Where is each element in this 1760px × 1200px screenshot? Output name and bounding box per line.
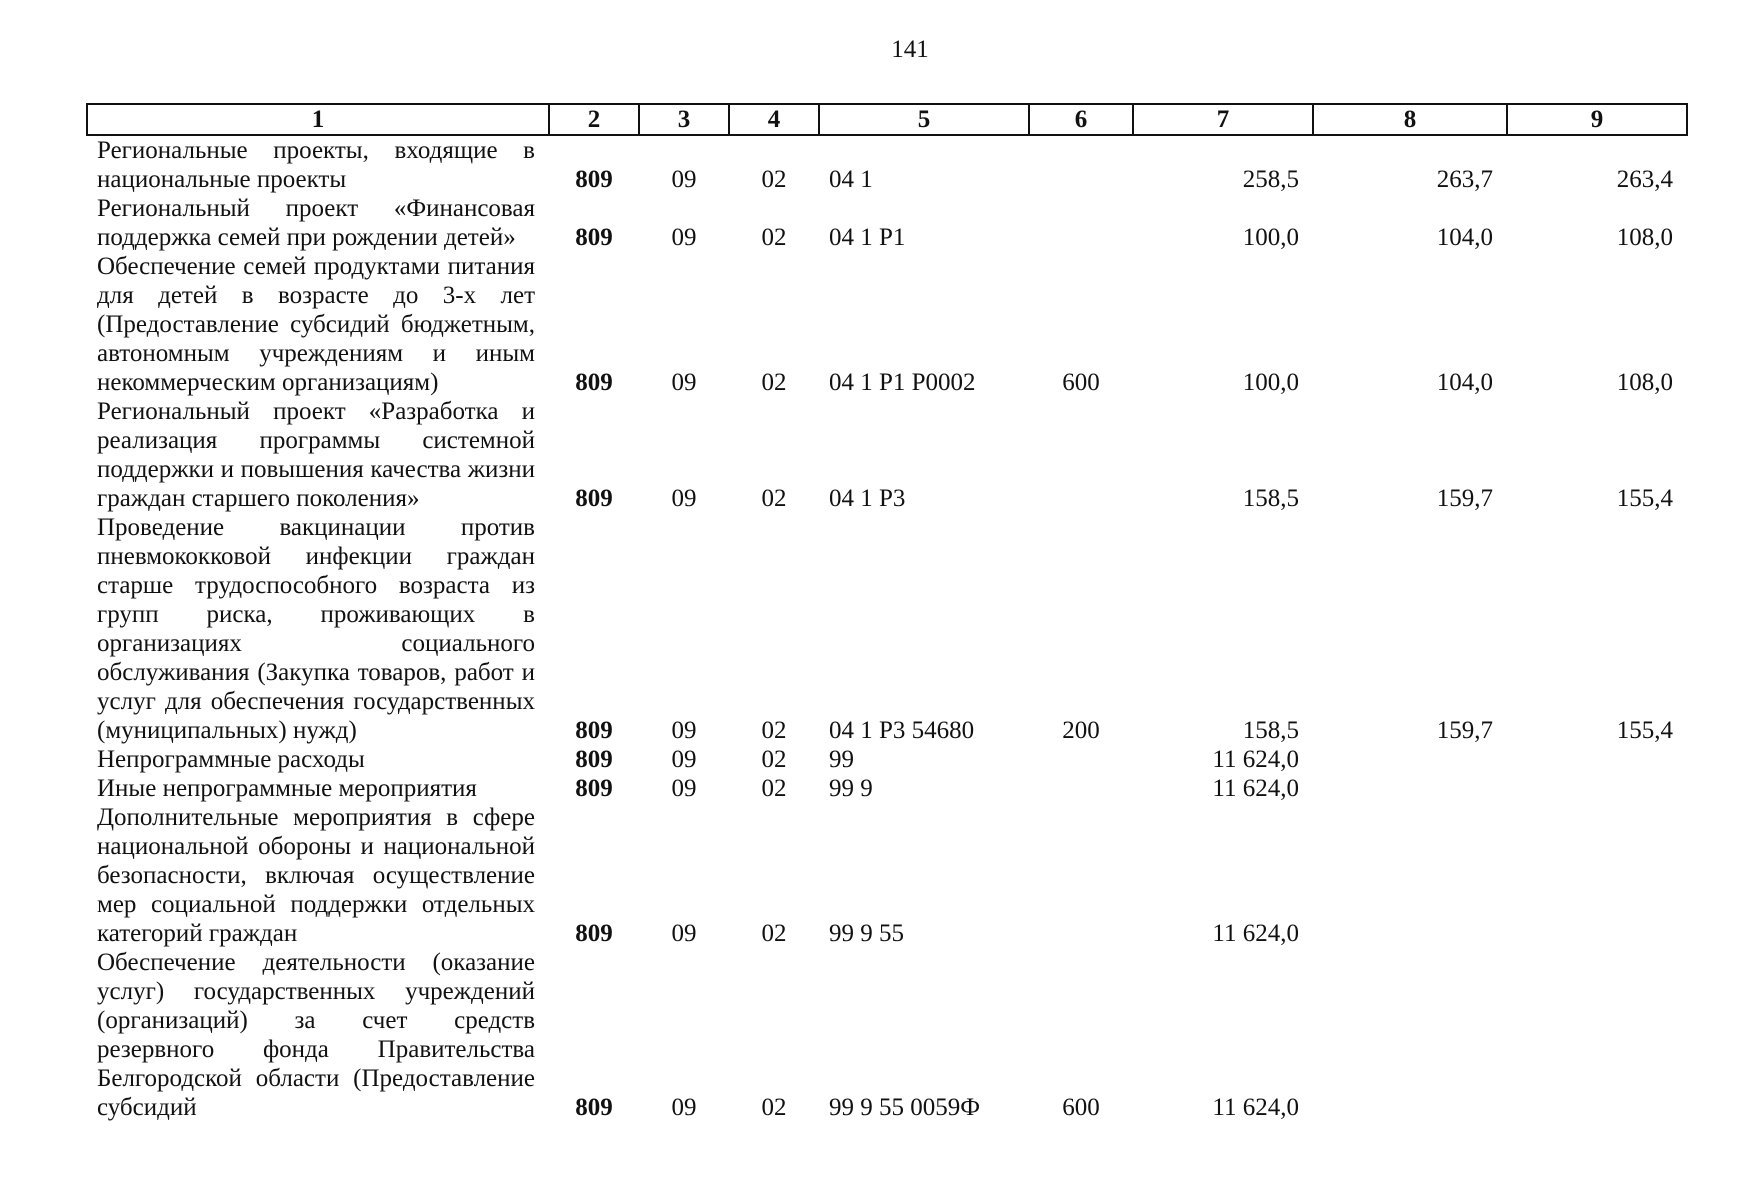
header-col-6: 6 [1029,104,1133,135]
row-section: 09 [671,166,697,193]
row-value-col-7: 158,5 [1242,485,1299,512]
row-value-col-8: 263,7 [1436,166,1493,193]
row-name: Региональный проект «Финансовая поддержка семей при рождении детей» [97,195,535,251]
row-subsection: 02 [761,920,787,947]
row-subsection: 02 [761,224,787,251]
row-section: 09 [671,224,697,251]
row-value-col-8 [1313,774,1507,803]
row-target-article: 04 1 P1 [829,224,906,251]
row-target-article: 04 1 P3 [829,485,906,512]
row-code: 809 [575,746,613,773]
row-value-col-7: 100,0 [1242,224,1299,251]
row-value-col-7: 11 624,0 [1212,746,1299,773]
row-expense-type [1029,397,1133,513]
row-expense-type [1029,803,1133,948]
header-col-8: 8 [1313,104,1507,135]
row-expense-type: 600 [1062,1094,1100,1121]
table-row [87,252,1687,397]
row-value-col-9: 155,4 [1616,485,1673,512]
table-row [87,803,1687,948]
table-row [87,194,1687,252]
row-section: 09 [671,1094,697,1121]
row-value-col-9: 108,0 [1616,369,1673,396]
row-expense-type: 600 [1062,369,1100,396]
table-row [87,513,1687,745]
row-name: Региональные проекты, входящие в национальные проекты [97,137,535,193]
row-expense-type: 200 [1062,717,1100,744]
row-value-col-7: 11 624,0 [1212,1094,1299,1121]
row-name: Непрограммные расходы [97,746,365,773]
row-name: Обеспечение семей продуктами питания для детей в возрасте до 3-х лет (Предоставление субсидий бюджетным, автономным учреждениям и иным некоммерческим организациям) [97,253,535,396]
row-expense-type [1029,194,1133,252]
row-value-col-8: 104,0 [1436,369,1493,396]
row-value-col-7: 11 624,0 [1212,775,1299,802]
page-number: 141 [891,36,929,63]
row-value-col-9 [1507,803,1687,948]
row-code: 809 [575,775,613,802]
row-expense-type [1029,774,1133,803]
row-value-col-7: 158,5 [1242,717,1299,744]
row-subsection: 02 [761,1094,787,1121]
row-code: 809 [575,485,613,512]
row-code: 809 [575,166,613,193]
row-value-col-9 [1507,745,1687,774]
row-value-col-9: 108,0 [1616,224,1673,251]
row-value-col-7: 258,5 [1242,166,1299,193]
table-row [87,948,1687,1122]
row-subsection: 02 [761,717,787,744]
row-target-article: 99 9 55 [829,920,904,947]
row-target-article: 04 1 P1 P0002 [829,369,976,396]
row-value-col-9: 155,4 [1616,717,1673,744]
row-subsection: 02 [761,166,787,193]
row-value-col-8: 159,7 [1436,717,1493,744]
row-subsection: 02 [761,775,787,802]
row-value-col-9: 263,4 [1616,166,1673,193]
row-section: 09 [671,775,697,802]
row-code: 809 [575,224,613,251]
row-value-col-7: 11 624,0 [1212,920,1299,947]
row-section: 09 [671,369,697,396]
row-section: 09 [671,920,697,947]
row-expense-type [1029,135,1133,194]
header-col-9: 9 [1507,104,1687,135]
table-row [87,745,1687,774]
row-name: Дополнительные мероприятия в сфере национальной обороны и национальной безопасности, включая осуществление мер социальной поддержки отдельных категорий граждан [97,804,535,947]
row-section: 09 [671,485,697,512]
row-expense-type [1029,745,1133,774]
row-value-col-9 [1507,774,1687,803]
header-col-2: 2 [549,104,639,135]
row-value-col-8: 104,0 [1436,224,1493,251]
row-value-col-8 [1313,948,1507,1122]
header-col-3: 3 [639,104,729,135]
row-target-article: 99 [829,746,854,773]
row-code: 809 [575,920,613,947]
row-section: 09 [671,717,697,744]
row-code: 809 [575,717,613,744]
row-target-article: 99 9 55 0059Ф [829,1094,981,1121]
header-col-5: 5 [819,104,1029,135]
header-row [87,104,1687,135]
table-row [87,774,1687,803]
row-value-col-8 [1313,803,1507,948]
header-col-4: 4 [729,104,819,135]
row-subsection: 02 [761,369,787,396]
row-section: 09 [671,746,697,773]
header-col-1: 1 [87,104,549,135]
row-target-article: 99 9 [829,775,873,802]
row-subsection: 02 [761,485,787,512]
row-target-article: 04 1 [829,166,873,193]
table-row [87,397,1687,513]
row-value-col-7: 100,0 [1242,369,1299,396]
row-target-article: 04 1 P3 54680 [829,717,975,744]
row-name: Иные непрограммные мероприятия [97,775,477,802]
row-subsection: 02 [761,746,787,773]
row-name: Обеспечение деятельности (оказание услуг) государственных учреждений (организаций) за счет средств резервного фонда Правительства Белгородской области (Предоставление субсидий [97,949,535,1121]
row-value-col-8: 159,7 [1436,485,1493,512]
row-value-col-8 [1313,745,1507,774]
row-code: 809 [575,1094,613,1121]
row-name: Региональный проект «Разработка и реализация программы системной поддержки и повышения качества жизни граждан старшего поколения» [97,398,535,512]
row-value-col-9 [1507,948,1687,1122]
budget-table [86,103,1688,1122]
row-code: 809 [575,369,613,396]
table-row [87,135,1687,194]
row-name: Проведение вакцинации против пневмококковой инфекции граждан старше трудоспособного возраста из групп риска, проживающих в организациях социального обслуживания (Закупка товаров, работ и услуг для обеспечения государственных (муниципальных) нужд) [97,514,535,744]
header-col-7: 7 [1133,104,1313,135]
